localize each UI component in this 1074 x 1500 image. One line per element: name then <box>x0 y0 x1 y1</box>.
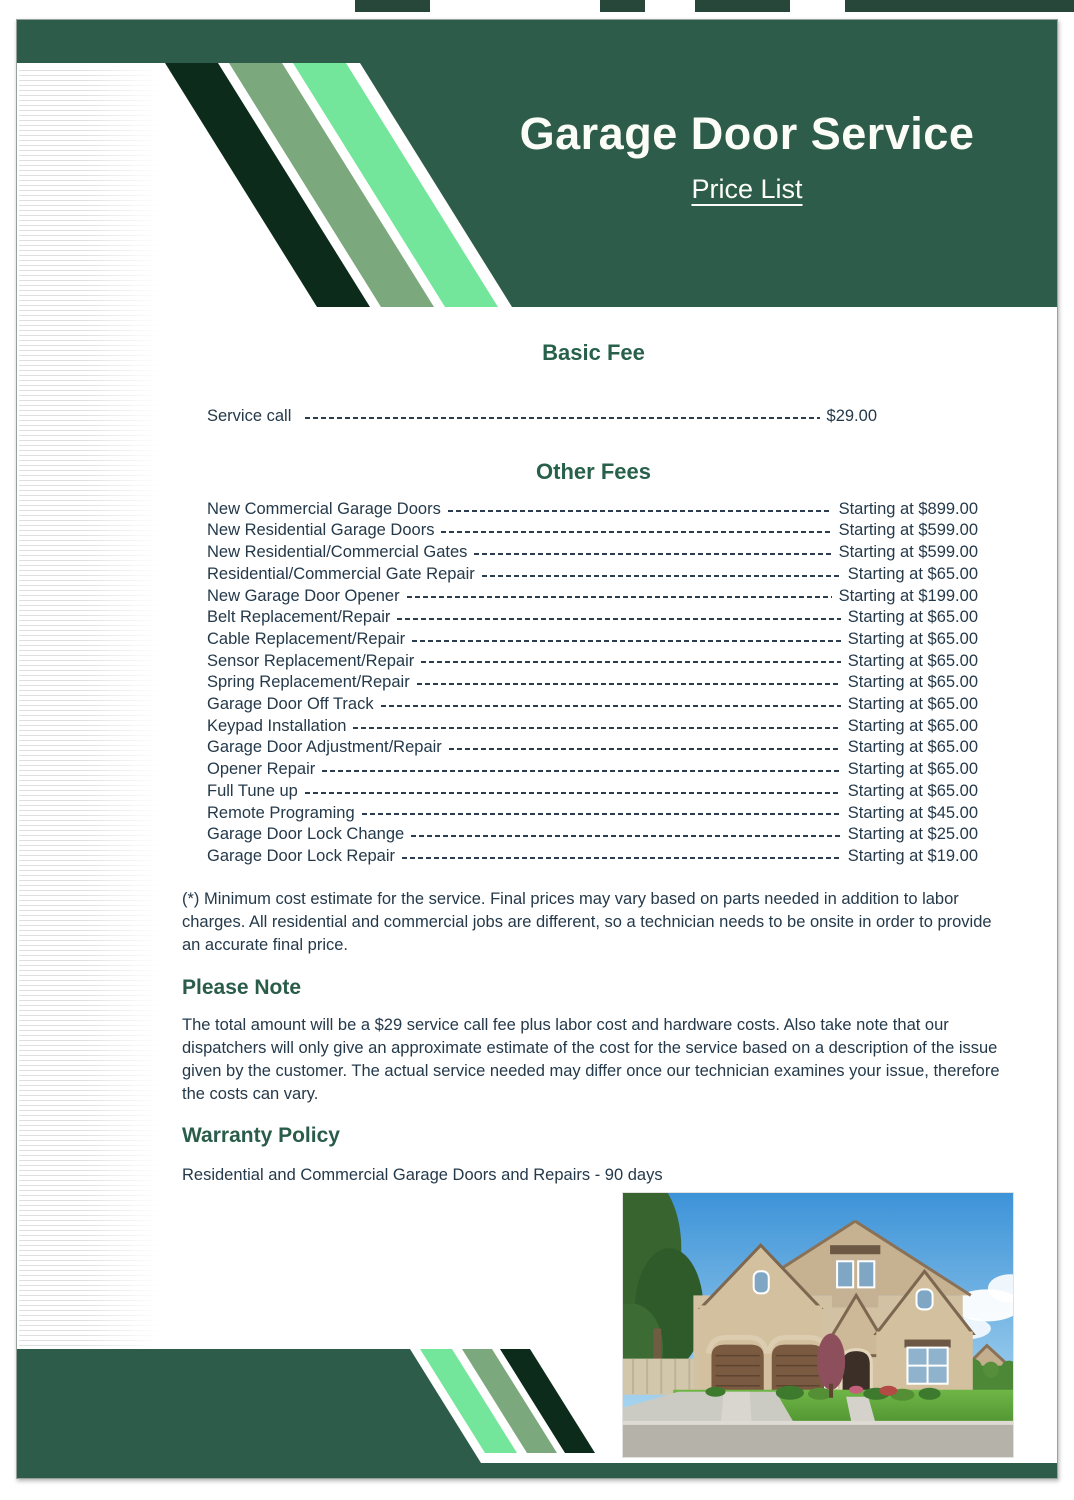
main-content <box>17 307 1057 1187</box>
scan-artifact <box>845 0 1074 12</box>
fee-row <box>207 824 978 846</box>
fee-label: New Residential Garage Doors <box>207 521 435 540</box>
dash-leader <box>322 770 841 772</box>
fee-label: Garage Door Lock Repair <box>207 846 396 865</box>
dash-leader <box>441 531 831 533</box>
dash-leader <box>411 835 841 837</box>
disclaimer-paragraph: (*) Minimum cost estimate for the service. Final prices may vary based on parts needed in addition to labor charges. All residential and commercial jobs are different, so a technician needs to be onsite in order to provide an accurate final price. <box>182 889 992 954</box>
warranty-heading: Warranty Policy <box>182 1123 340 1147</box>
fee-row <box>207 716 978 738</box>
please-note-paragraph: The total amount will be a $29 service call fee plus labor cost and hardware costs. Also take note that our dispatchers will only give an approximate estimate of the cost for the service based on a description of the issue given by the customer. The actual service needed may differ once our technician examines your issue, therefore the costs can vary. <box>182 1015 1000 1103</box>
fee-row <box>207 694 978 716</box>
header <box>447 108 1047 205</box>
scan-artifact <box>355 0 430 12</box>
fee-price: Starting at $65.00 <box>847 608 978 627</box>
dash-leader <box>417 683 841 685</box>
scan-artifact <box>695 0 790 12</box>
fee-price: Starting at $199.00 <box>838 586 978 605</box>
fee-price: Starting at $65.00 <box>847 760 978 779</box>
fee-label: Full Tune up <box>207 781 298 800</box>
fee-label: Service call <box>207 407 292 425</box>
footer-banner <box>17 1347 1057 1478</box>
fee-label: Garage Door Lock Change <box>207 825 405 844</box>
dash-leader <box>449 748 841 750</box>
warranty-text: Residential and Commercial Garage Doors and Repairs - 90 days <box>182 1165 663 1184</box>
fee-row <box>207 846 978 868</box>
fee-price: Starting at $65.00 <box>847 673 978 692</box>
dash-leader <box>381 705 841 707</box>
dash-leader <box>362 813 841 815</box>
fee-row <box>207 499 978 521</box>
fee-label: New Commercial Garage Doors <box>207 499 441 518</box>
dash-leader <box>482 575 841 577</box>
fee-label: Remote Programing <box>207 803 355 822</box>
fee-row <box>207 629 978 651</box>
fee-label: Keypad Installation <box>207 716 347 735</box>
scan-artifact <box>600 0 645 12</box>
fee-price: Starting at $65.00 <box>847 629 978 648</box>
dash-leader <box>402 857 841 859</box>
fee-label: New Residential/Commercial Gates <box>207 543 468 562</box>
page-title: Garage Door Service <box>519 108 975 159</box>
fee-row <box>207 672 978 694</box>
fee-price: Starting at $65.00 <box>847 564 978 583</box>
fee-label: Garage Door Adjustment/Repair <box>207 738 442 757</box>
fee-row <box>207 737 978 759</box>
please-note-heading: Please Note <box>182 975 302 999</box>
fee-price: Starting at $599.00 <box>838 521 978 540</box>
fee-price: Starting at $65.00 <box>847 695 978 714</box>
page-subtitle: Price List <box>691 174 803 204</box>
fee-price: Starting at $65.00 <box>847 716 978 735</box>
fee-row <box>207 586 978 608</box>
service-call-row <box>207 406 877 428</box>
fee-row <box>207 542 978 564</box>
fee-label: Garage Door Off Track <box>207 695 374 714</box>
fee-label: Spring Replacement/Repair <box>207 673 410 692</box>
fee-label: Opener Repair <box>207 760 316 779</box>
fee-row <box>207 803 978 825</box>
fee-price: Starting at $65.00 <box>847 738 978 757</box>
fee-label: New Garage Door Opener <box>207 586 400 605</box>
fee-price: Starting at $599.00 <box>838 543 978 562</box>
fee-row <box>207 759 978 781</box>
fee-price: Starting at $899.00 <box>838 499 978 518</box>
fee-price: $29.00 <box>826 407 877 425</box>
dash-leader <box>305 792 841 794</box>
dash-leader <box>353 727 840 729</box>
fee-row <box>207 781 978 803</box>
other-fees-list <box>207 499 978 868</box>
fee-price: Starting at $65.00 <box>847 781 978 800</box>
fee-row <box>207 564 978 586</box>
other-fees-heading: Other Fees <box>536 458 651 484</box>
fee-price: Starting at $25.00 <box>847 825 978 844</box>
dash-leader <box>412 640 841 642</box>
dash-leader <box>474 553 831 555</box>
dash-leader <box>421 661 840 663</box>
dash-leader <box>448 510 832 512</box>
dash-leader <box>305 417 819 419</box>
basic-fee-heading: Basic Fee <box>542 340 645 365</box>
fee-row <box>207 520 978 542</box>
fee-price: Starting at $19.00 <box>847 846 978 865</box>
fee-label: Residential/Commercial Gate Repair <box>207 564 475 583</box>
fee-label: Belt Replacement/Repair <box>207 608 391 627</box>
fee-price: Starting at $45.00 <box>847 803 978 822</box>
fee-row <box>207 607 978 629</box>
dash-leader <box>407 596 832 598</box>
dash-leader <box>397 618 840 620</box>
price-list-page <box>16 19 1058 1479</box>
fee-label: Cable Replacement/Repair <box>207 629 406 648</box>
fee-row <box>207 651 978 673</box>
fee-label: Sensor Replacement/Repair <box>207 651 415 670</box>
fee-price: Starting at $65.00 <box>847 651 978 670</box>
